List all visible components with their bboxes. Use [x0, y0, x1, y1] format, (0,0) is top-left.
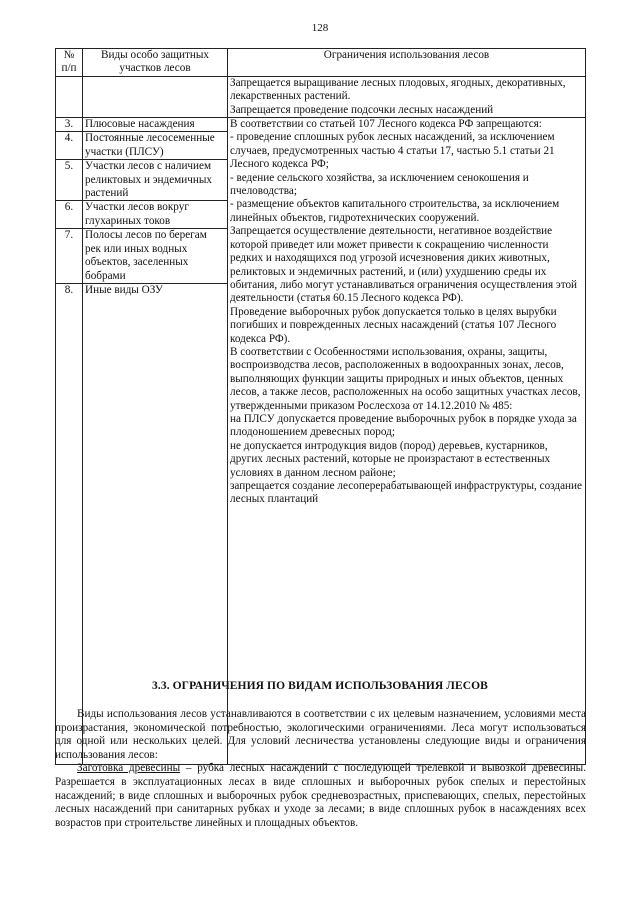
row-num: 3.	[56, 118, 83, 132]
row-type: Полосы лесов по берегам рек или иных водных объектов, заселенных бобрами	[83, 229, 228, 284]
row-num: 4.	[56, 132, 83, 160]
table-row-continuation	[56, 76, 586, 117]
restriction-line: на ПЛСУ допускается проведение выборочных рубок в порядке ухода за плодоношением древесных пород;	[230, 412, 577, 439]
continuation-cell	[228, 76, 586, 117]
term-underlined: Заготовка древесины	[77, 762, 181, 775]
continuation-line: Запрещается проведение подсочки лесных насаждений	[230, 103, 494, 116]
restriction-line: В соответствии со статьей 107 Лесного кодекса РФ запрещаются:	[230, 118, 542, 131]
row-type: Участки лесов с наличием реликтовых и эндемичных растений	[83, 160, 228, 201]
page-number: 128	[311, 22, 329, 34]
row-type: Плюсовые насаждения	[83, 118, 228, 132]
table-row	[56, 118, 586, 132]
row-type: Участки лесов вокруг глухариных токов	[83, 201, 228, 229]
header-restrictions: Ограничения использования лесов	[228, 49, 586, 77]
row-num: 8.	[56, 283, 83, 764]
table-header-row	[56, 49, 586, 77]
restriction-line: - ведение сельского хозяйства, за исключением сенокошения и пчеловодства;	[230, 171, 529, 198]
restrictions-table	[55, 48, 586, 765]
row-type: Постоянные лесосеменные участки (ПЛСУ)	[83, 132, 228, 160]
header-num: № п/п	[56, 49, 83, 77]
restriction-line: Запрещается осуществление деятельности, негативное воздействие которой приведет или может привести к сокращению численности редких и находящихся под угрозой исчезновения диких животных, реликтовых и эндемичных растений, и (или) ухудшению среды их обитания, либо могут устанавливаться ограничения осуществления этой деятельности (статья 60.15 Лесного кодекса РФ).	[230, 225, 578, 305]
restriction-line: - размещение объектов капитального строительства, за исключением линейных объектов, гидротехнических сооружений.	[230, 198, 560, 224]
row-num: 5.	[56, 160, 83, 201]
header-type: Виды особо защитных участков лесов	[83, 49, 228, 77]
restriction-line: не допускается интродукция видов (пород) деревьев, кустарников, других лесных растений, которые не произрастают в естественных условиях в данном лесном районе;	[230, 439, 551, 479]
paragraph-text: – рубка лесных насаждений с последующей трелевкой и вывозкой древесины. Разрешается в эксплуатационных лесах в виде сплошных и выборочных рубок спелых и перестойных насаждений; в виде сплошных и выборочных рубок средневозрастных, приспевающих, спелых, перестойных лесных насаждений при санитарных рубках и уходе за лесами; в виде сплошных рубок в насаждениях всех возрастов при строительстве линейных и площадных объектов.	[55, 762, 586, 829]
paragraph: Виды использования лесов устанавливаются в соответствии с их целевым назначением, условиями места произрастания, экономической потребностью, экологическими ограничениями. Леса могут использоваться для одной или нескольких целей. Для условий лесничества установлены следующие виды и ограничения использования лесов:	[55, 708, 586, 761]
restrictions-cell	[228, 118, 586, 765]
row-num: 7.	[56, 229, 83, 284]
row-type: Иные виды ОЗУ	[83, 283, 228, 764]
row-num: 6.	[56, 201, 83, 229]
restriction-line: Проведение выборочных рубок допускается только в целях вырубки погибших и поврежденных лесных насаждений (статья 107 Лесного кодекса РФ).	[230, 305, 557, 345]
paragraph	[55, 762, 586, 830]
restriction-line: В соответствии с Особенностями использования, охраны, защиты, воспроизводства лесов, расположенных в водоохранных зонах, лесов, выполняющих функции защиты природных и иных объектов, ценных лесов, а также лесов, расположенных на особо защитных участках лесов, утвержденными приказом Рослесхоза от 14.12.2010 № 485:	[230, 345, 581, 412]
section-title: 3.3. ОГРАНИЧЕНИЯ ПО ВИДАМ ИСПОЛЬЗОВАНИЯ ЛЕСОВ	[152, 680, 488, 692]
restriction-line: запрещается создание лесоперерабатывающей инфраструктуры, создание лесных плантаций	[230, 480, 583, 506]
restriction-line: - проведение сплошных рубок лесных насаждений, за исключением случаев, предусмотренных частью 4 статьи 17, частью 5.1 статьи 21 Лесного кодекса РФ;	[230, 131, 555, 171]
continuation-line: Запрещается выращивание лесных плодовых, ягодных, декоративных, лекарственных растений.	[230, 76, 566, 103]
section-body	[55, 708, 586, 830]
